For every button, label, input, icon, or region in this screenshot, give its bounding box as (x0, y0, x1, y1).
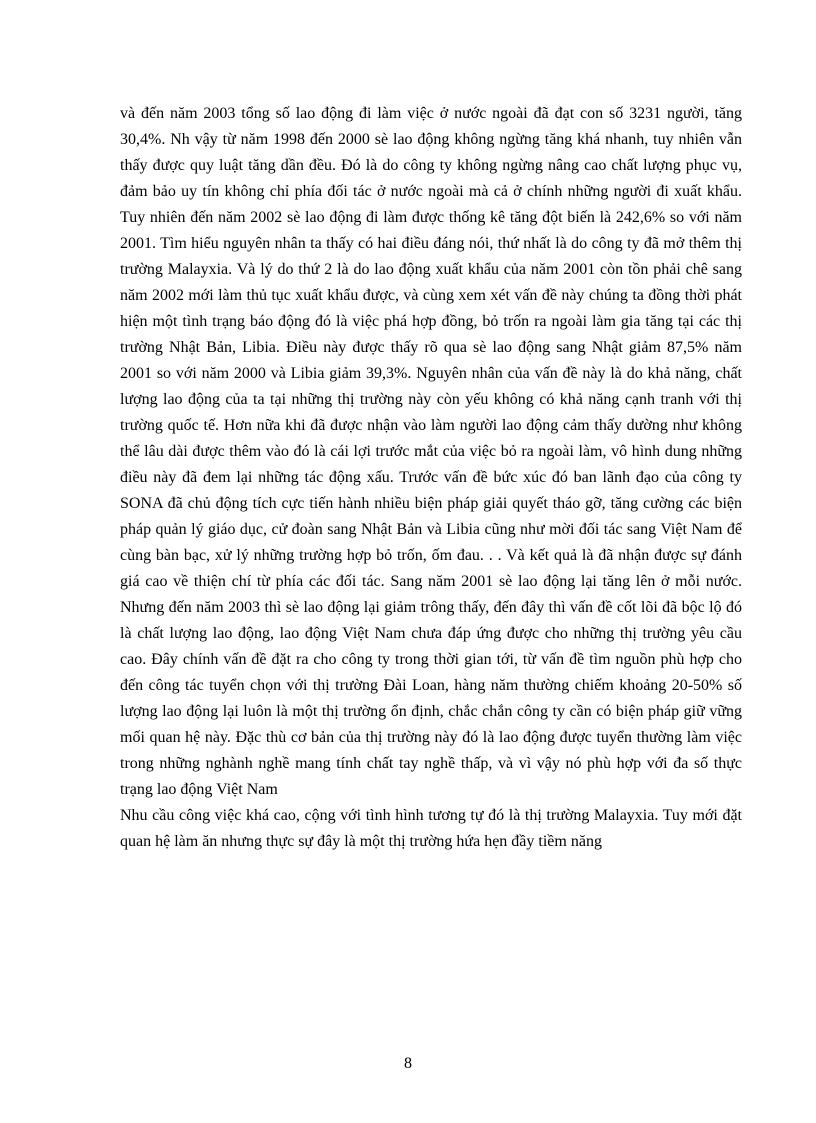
page-number: 8 (404, 1055, 412, 1072)
paragraph-malaysia-market: Nhu cầu công việc khá cao, cộng với tình hình tương tự đó là thị trường Malayxia. Tuy mới đặt quan hệ làm ăn nhưng thực sự đây là một thị trường hứa hẹn đầy tiềm năng (120, 807, 742, 850)
body-text (120, 101, 742, 855)
paragraph-market-analysis: và đến năm 2003 tổng số lao động đi làm việc ở nước ngoài đã đạt con số 3231 người, tăng 30,4%. Nh vậy từ năm 1998 đến 2000 sè lao động không ngừng tăng khá nhanh, tuy nhiên vẫn thấy được quy luật tăng dần đều. Đó là do công ty không ngừng nâng cao chất lượng phục vụ, đảm bảo uy tín không chỉ phía đối tác ở nước ngoài mà cả ở chính những người đi xuất khẩu. Tuy nhiên đến năm 2002 sè lao động đi làm được thống kê tăng đột biến là 242,6% so với năm 2001. Tìm hiểu nguyên nhân ta thấy có hai điều đáng nói, thứ nhất là do công ty đã mở thêm thị trường Malayxia. Và lý do thứ 2 là do lao động xuất khẩu của năm 2001 còn tồn phải chê sang năm 2002 mới làm thủ tục xuất khẩu được, và cùng xem xét vấn đề này chúng ta đồng thời phát hiện một tình trạng báo động đó là việc phá hợp đồng, bỏ trốn ra ngoài làm gia tăng tại các thị trường Nhật Bản, Libia. Điều này được thấy rõ qua sè lao động sang Nhật giảm 87,5% năm 2001 so với năm 2000 và Libia giảm 39,3%. Nguyên nhân của vấn đề này là do khả năng, chất lượng lao động của ta tại những thị trường này còn yếu không có khả năng cạnh tranh với thị trường quốc tế. Hơn nữa khi đã được nhận vào làm người lao động cảm thấy dường như không thể lâu dài được thêm vào đó là cái lợi trước mắt của việc bỏ ra ngoài làm, vô hình dung những điều này đã đem lại những tác động xấu. Trước vấn đề bức xúc đó ban lãnh đạo của công ty SONA đã chủ động tích cực tiến hành nhiều biện pháp giải quyết tháo gỡ, tăng cường các biện pháp quản lý giáo dục, cử đoàn sang Nhật Bản và Libia cũng như mời đối tác sang Việt Nam để cùng bàn bạc, xử lý những trường hợp bỏ trốn, ốm đau. . . Và kết quả là đã nhận được sự đánh giá cao về thiện chí từ phía các đối tác. Sang năm 2001 sè lao động lại tăng lên ở mỗi nước. Nhưng đến năm 2003 thì sè lao động lại giảm trông thấy, đến đây thì vấn đề cốt lõi đã bộc lộ đó là chất lượng lao động, lao động Việt Nam chưa đáp ứng được cho những thị trường yêu cầu cao. Đây chính vấn đề đặt ra cho công ty trong thời gian tới, từ vấn đề tìm nguồn phù hợp cho đến công tác tuyển chọn với thị trường Đài Loan, hàng năm thường chiếm khoảng 20-50% số lượng lao động lại luôn là một thị trường ổn định, chắc chắn công ty cần có biện pháp giữ vững mối quan hệ này. Đặc thù cơ bản của thị trường này đó là lao động được tuyển thường làm việc trong những nghành nghề mang tính chất tay nghề thấp, và vì vậy nó phù hợp với đa số thực trạng lao động Việt Nam (120, 105, 742, 798)
